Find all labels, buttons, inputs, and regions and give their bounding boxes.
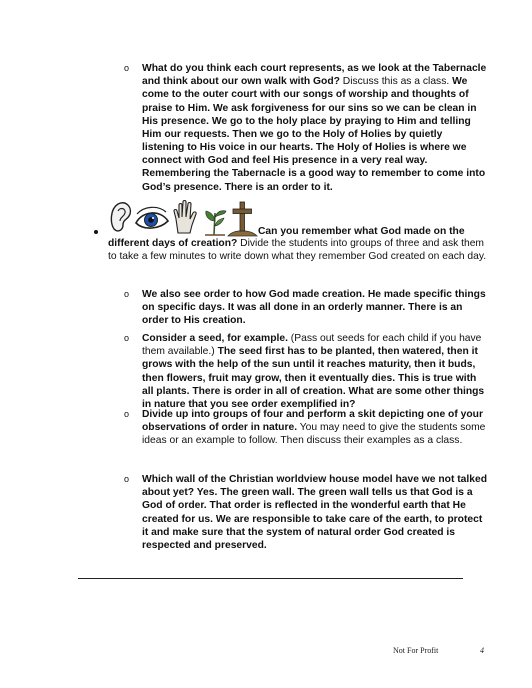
skit-activity-item	[124, 408, 487, 448]
seed-example-instruction: (Pass out seeds for each child if you have them available.)	[142, 333, 482, 358]
green-wall-text: Which wall of the Christian worldview house model have we not talked about yet? Yes. The green wall. The green wall tells us that God is a God of order. That order is reflected in the wonderful earth that He created for us. We are responsible to take care of the earth, to protect it and make sure that the system of natural order God created is respected and preserved.	[142, 474, 488, 551]
tabernacle-question-item	[124, 62, 487, 194]
order-of-creation-text: We also see order to how God made creation. He made specific things on specific days. It was all done in an orderly manner. There is an order to His creation.	[142, 289, 486, 327]
sprout-icon	[205, 211, 226, 235]
eye-icon	[136, 207, 168, 228]
seed-example-item	[124, 332, 487, 411]
tabernacle-answer: We come to the outer court with our songs of worship and thoughts of praise to Him. We ask forgiveness for our sins so we can be clean in His presence. We go to the holy place by praying to Him and telling Him our requests. Then we go to the Holy of Holies by quietly listening to His voice in our hearts. The Holy of Holies is where we connect with God and feel His presence in a very real way. Remembering the Tabernacle is a good way to remember to come into God’s presence. There is an order to it.	[142, 76, 486, 193]
tabernacle-instruction: Discuss this as a class.	[339, 76, 453, 88]
seed-example-lead: Consider a seed, for example.	[142, 333, 288, 344]
ear-icon	[111, 203, 130, 231]
footer-label: Not For Profit	[393, 646, 439, 655]
seed-example-text: The seed first has to be planted, then watered, then it grows with the help of the sun until it reaches maturity, then it buds, then flowers, fruit may grow, then it eventually dies. This is true with all plants. There is order in all of creation. What are some other things in nature that you see order exemplified in?	[142, 346, 485, 410]
order-of-creation-item	[124, 288, 487, 328]
creation-days-question: Can you remember what God made on the	[258, 226, 465, 237]
tabernacle-question: What do you think each court represents, as we look at the Tabernacle and think about our own walk with God?	[142, 63, 487, 88]
page-number: 4	[480, 646, 484, 655]
hand-icon	[174, 201, 196, 234]
green-wall-item	[124, 473, 488, 552]
senses-icon-row	[108, 199, 488, 237]
creation-days-instruction: Divide the students into groups of three and ask them to take a few minutes to write down what they remember God created on each day.	[108, 238, 487, 263]
bullet-marker	[94, 230, 98, 234]
sub-bullet-marker: o	[124, 474, 130, 484]
creation-days-item	[108, 199, 488, 263]
sub-bullet-marker: o	[124, 63, 130, 73]
sub-bullet-marker: o	[124, 409, 130, 419]
creation-days-question-cont: different days of creation?	[108, 238, 238, 249]
cross-icon	[228, 202, 257, 236]
sub-bullet-marker: o	[124, 289, 130, 299]
footer-divider	[78, 578, 463, 579]
skit-activity-instruction: You may need to give the students some ideas or an example to follow. Then discuss their examples as a class.	[142, 422, 486, 447]
sub-bullet-marker: o	[124, 333, 130, 343]
senses-icons	[108, 199, 258, 237]
skit-activity-text: Divide up into groups of four and perform a skit depicting one of your observations of order in nature.	[142, 409, 483, 434]
